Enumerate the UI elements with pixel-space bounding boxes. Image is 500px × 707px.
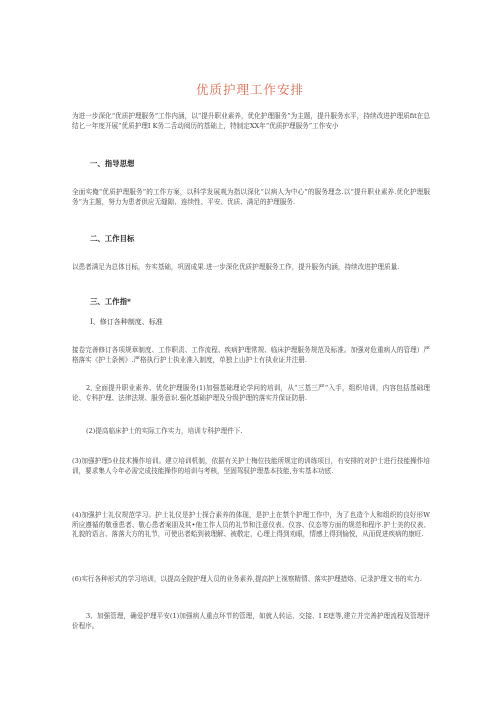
section-heading-guiding-ideology: 一、指导思想 (90, 159, 135, 168)
study-training-paragraph: (6)实行各种形式的学习培训，以提高全院护理人员的业务素养,提高护上视察精情、落实护理措烙、记录护理文书的实力. (72, 575, 422, 583)
clinical-ability-paragraph: (2)提高临床护士的实际工作实力，培训专科护理件下. (86, 427, 243, 435)
improve-professional-quality-paragraph: 2, 全面提升职业素养、优化护理服务(1)加强基础理论学问的培训，从“三基三严”入手，组织培训，内容包括基础理论、专科护理、法律法规、服务意识.强化基础护理及分级护理的落实并保证防册. (72, 384, 430, 402)
guiding-ideology-paragraph: 全面实俺“优质护理服务”的工作方案，以科学发展观为指以深化“以病人为中心”的服务理念.以“提升职业素养.优化护理服务”为主题，努力为患者供应无缝隙、连续性、平安、优质、满足的护理服务. (72, 188, 430, 206)
safety-management-paragraph: 3、加强管理，确爱护理平安(1)加强病人重点环节的管理，如就人转运、交接、I E痣等,建立并完善护理流程及管理评价程序。 (72, 612, 430, 630)
skill-training-paragraph: (3)加强护理5业技术操作培训。建立培训机制，依据有关护士梅位技能所规定的训练项目，有安排的对护士进行技能操作培训，要求集人今年必需完成技能操作的培训与考核，坚固驾驭护理基本技能,夯实基本功底. (72, 457, 430, 475)
revise-systems-paragraph: 接卷完善修订各项规章制度、工作职责、工作流程、疾病护理常规、临床护理服务规范及标准。加强对危重病人的管理）严格落实《护士条例》.严格执行护士执业准入制度，单独上山护士有执业证并注册. (72, 346, 430, 364)
document-title: 优质护理工作安排 (195, 82, 304, 97)
subheading-revise-systems: I、修订各种制度、标准 (90, 318, 163, 326)
section-heading-work-measures: 三、工作指* (90, 297, 131, 306)
work-goals-paragraph: 以患者满足为总体目标，夯实基础，巩固成果.进一步深化优质护理服务工作，提升服务内涵，持续改进护理质量. (72, 263, 400, 271)
section-heading-work-goals: 二、工作目标 (90, 234, 135, 243)
intro-paragraph: 为进一步深化“优质护理服务”工作内涵，以“提升职业素养，优化护理服务”为主题，提升服务水平，持续改进护理质fit在总结匕一年度开展“优质护理I K务二舌动阅历的基础上，特制定XX年“优质护理服务”工作安小 (72, 112, 430, 130)
etiquette-paragraph: (4)加强护士礼仪规范学习。护士礼仪是护士探合素养的体现，是护上在禁个护理工作中，为了也造个人和组织的良好形W所应遵循的敬垂患者、敬心患者案朋及其•他工作人员的礼节和注意仪表、仪容、仪态等方面的规范和程序.护士美的仪表、礼貌的语言、落落大方的礼节，可使出者蛤到被理解、被敬定，心理上得到劝眼，情感上得到愉悦，从而促进疾病的康旺. (72, 511, 430, 539)
